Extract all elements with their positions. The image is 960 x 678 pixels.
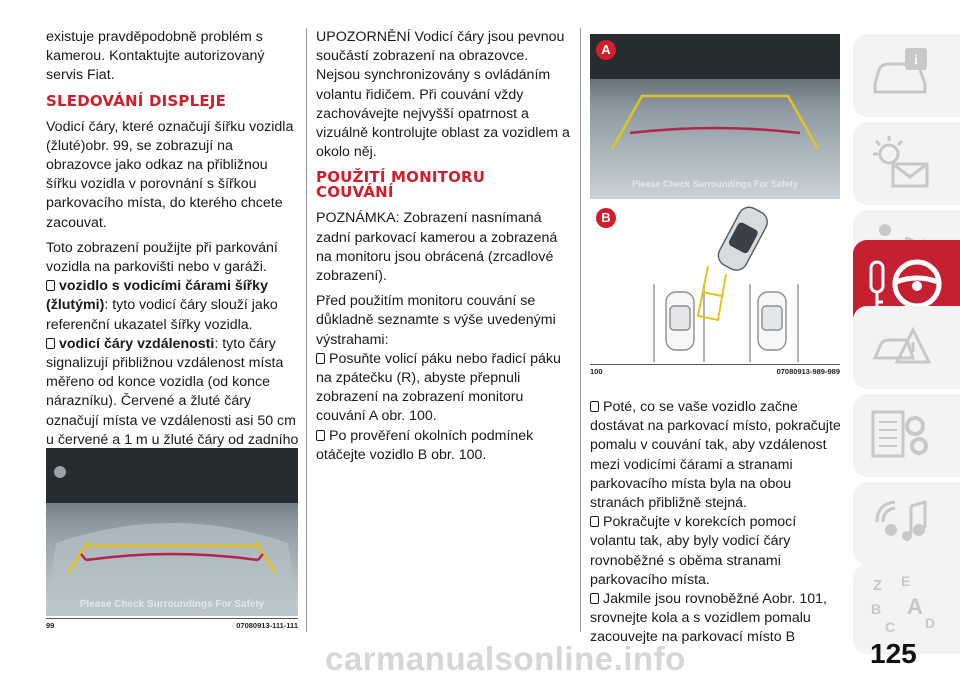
figure-code: 07080913-989-989 <box>776 367 840 376</box>
tab-multimedia[interactable] <box>853 482 960 565</box>
list-item <box>316 350 570 427</box>
bullet-icon <box>590 593 599 604</box>
paragraph: POZNÁMKA: Zobrazení nasnímaná zadní parkovací kamerou a zobrazená na monitoru jsou obrácená (zrcadlové zobrazení). <box>316 210 558 285</box>
list-item-text: Posuňte volicí páku nebo řadicí páku na zpátečku (R), abyste přepnuli zobrazení na zobrazení monitoru couvání A obr. 100. <box>316 350 561 425</box>
list-item-text: Po prověření okolních podmínek otáčejte vozidlo B obr. 100. <box>316 427 534 463</box>
alphabetical-index-icon <box>867 574 947 644</box>
svg-text:Z: Z <box>873 577 883 594</box>
list-item <box>316 427 570 465</box>
figure-number: 100 <box>590 367 603 376</box>
svg-text:B: B <box>871 601 882 617</box>
svg-text:D: D <box>925 615 936 631</box>
screen-warning-text: Please Check Surroundings For Safety <box>631 179 799 189</box>
warning-lights-message-icon <box>867 132 937 192</box>
maintenance-checklist-icon <box>867 404 937 464</box>
figure-100-reversing-sequence <box>590 34 840 362</box>
tab-warning-lights[interactable] <box>853 122 960 205</box>
tab-maintenance[interactable] <box>853 394 960 477</box>
bullet-icon <box>46 338 55 349</box>
paragraph: Toto zobrazení použijte při parkování vozidla na parkovišti nebo v garáži. <box>46 239 278 276</box>
breakdown-warning-icon <box>867 316 937 376</box>
figure-number: 99 <box>46 621 55 630</box>
label-b: B <box>596 208 616 228</box>
term: vozidlo s vodicími čárami šířky (žlutými) <box>46 278 268 314</box>
tab-emergency[interactable] <box>853 306 960 389</box>
section-heading-rear-monitor: POUŽITÍ MONITORU COUVÁNÍ <box>316 168 486 202</box>
svg-text:C: C <box>885 619 896 635</box>
figure-code: 07080913-111-111 <box>236 621 298 630</box>
text-column-2 <box>316 28 570 471</box>
bullet-icon <box>46 280 55 291</box>
screen-warning-text: Please Check Surroundings For Safety <box>79 599 265 610</box>
text-column-3 <box>590 398 843 654</box>
figure-caption <box>46 621 298 630</box>
camera-settings-icon <box>54 466 66 478</box>
bullet-icon <box>590 401 599 412</box>
tab-car-info[interactable] <box>853 34 960 117</box>
watermark: carmanualsonline.info <box>325 640 686 677</box>
svg-text:E: E <box>901 574 911 589</box>
svg-text:A: A <box>907 594 923 619</box>
camera-view-illustration <box>46 448 298 616</box>
paragraph: Vodicí čáry, které označují šířku vozidla (žluté)obr. 99, se zobrazují na obrazovce jako odkaz na přibližnou šířku vozidla v porovnání s šířkou parkovacího místa, do kterého chcete zacouvat. <box>46 118 294 231</box>
list-item <box>46 277 301 335</box>
list-item <box>590 513 843 590</box>
term-description: : tyto čáry signalizují přibližnou vzdálenost místa měřeno od konce vozidla (od konce nárazníku). Červené a žluté čáry označují místa ve vzdálenosti asi 50 cm u červené a 1 m u žluté čáry od zadního <box>46 335 299 448</box>
list-item-text: Poté, co se vaše vozidlo začne dostávat na parkovací místo, pokračujte pomalu v couvání tak, aby vzdálenost mezi vodicími čárami a stranami parkovacího místa byla na obou stranách přibližně stejná. <box>590 399 841 512</box>
paragraph: Před použitím monitoru couvání se důkladně seznamte s výše uvedenými výstrahami: <box>316 293 556 348</box>
list-item-text: Pokračujte v korekcích pomocí volantu tak, aby byly vodicí čáry rovnoběžné s oběma stranami parkovacího místa. <box>590 514 797 588</box>
figure-caption <box>590 367 840 376</box>
parked-car-left <box>666 292 694 350</box>
bullet-icon <box>316 353 325 364</box>
figure-99-rear-camera-display <box>46 448 298 616</box>
reversing-illustration <box>590 34 840 362</box>
page-number: 125 <box>870 638 917 669</box>
bullet-icon <box>590 516 599 527</box>
svg-text:i: i <box>914 53 918 68</box>
list-item-text: Jakmile jsou rovnoběžné Aobr. 101, srovnejte kola a s vozidlem pomalu zacouvejte na parkovací místo B <box>590 591 827 646</box>
list-item <box>590 398 843 513</box>
list-item <box>590 590 843 648</box>
text-column-1 <box>46 28 301 475</box>
car-info-icon <box>867 44 937 104</box>
paragraph: existuje pravděpodobně problém s kamerou. Kontaktujte autorizovaný servis Fiat. <box>46 29 265 84</box>
bullet-icon <box>316 430 325 441</box>
parked-car-right <box>758 292 786 350</box>
term: vodicí čáry vzdálenosti <box>59 335 215 352</box>
paragraph: UPOZORNĚNÍ Vodicí čáry jsou pevnou součástí zobrazení na obrazovce. Nejsou synchronizovány s ovládáním volantu řidičem. Při couvání vždy zachovávejte nejvyšší opatrnost a vizuálně kontrolujte oblast za vozidlem a okolo něj. <box>316 29 570 161</box>
label-a: A <box>596 40 616 60</box>
term-description: : tyto vodicí čáry slouží jako referenční ukazatel šířky vozidla. <box>46 297 278 333</box>
section-heading-display: SLEDOVÁNÍ DISPLEJE <box>46 91 227 110</box>
multimedia-icon <box>867 492 937 552</box>
